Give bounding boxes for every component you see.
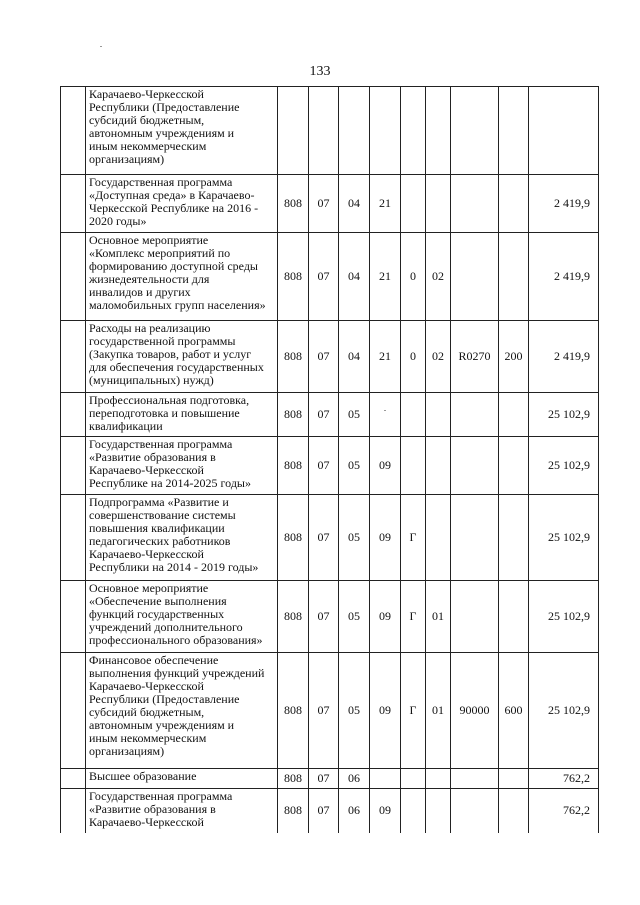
amount: 2 419,9: [529, 321, 599, 393]
subsection-code: 04: [339, 175, 370, 233]
table-row: [61, 581, 599, 653]
row-name: Профессиональная подготовка, переподготовка и повышение квалификации: [86, 393, 278, 437]
expense-type-code: [499, 789, 529, 833]
subsection-code: 06: [339, 769, 370, 789]
direction-code: 02: [426, 321, 451, 393]
table-row: [61, 321, 599, 393]
expense-code: [451, 393, 499, 437]
subsection-code: 05: [339, 581, 370, 653]
subsection-code: 06: [339, 789, 370, 833]
program-code: [370, 87, 401, 175]
row-name: Карачаево-Черкесской Республики (Предоставление субсидий бюджетным, автономным учреждениям и иным некоммерческим организациям): [86, 87, 278, 175]
subprogram-code: [401, 175, 426, 233]
table-row: [61, 437, 599, 495]
row-name: Высшее образование: [86, 769, 278, 789]
expense-code: [451, 87, 499, 175]
expense-type-code: [499, 769, 529, 789]
expense-code: [451, 789, 499, 833]
expense-type-code: [499, 393, 529, 437]
subsection-code: 05: [339, 495, 370, 581]
section-code: 07: [309, 495, 339, 581]
row-blank-cell: [61, 233, 86, 321]
section-code: 07: [309, 789, 339, 833]
expense-type-code: [499, 581, 529, 653]
expense-type-code: [499, 233, 529, 321]
subprogram-code: [401, 437, 426, 495]
section-code: 07: [309, 393, 339, 437]
direction-code: [426, 769, 451, 789]
subsection-code: [339, 87, 370, 175]
amount: 2 419,9: [529, 233, 599, 321]
expense-code: [451, 233, 499, 321]
subprogram-code: [401, 87, 426, 175]
subsection-code: 05: [339, 393, 370, 437]
section-code: [309, 87, 339, 175]
program-code: [370, 393, 401, 437]
direction-code: [426, 495, 451, 581]
ministry-code: 808: [278, 393, 309, 437]
table-row: [61, 233, 599, 321]
row-blank-cell: [61, 581, 86, 653]
direction-code: [426, 87, 451, 175]
row-name: Государственная программа «Развитие образования в Карачаево-Черкесской Республике на 2014-2025 годы»: [86, 437, 278, 495]
scan-speck: [100, 46, 102, 47]
ministry-code: 808: [278, 437, 309, 495]
expense-code: [451, 769, 499, 789]
budget-table: [60, 86, 599, 833]
scan-speck: [384, 410, 386, 411]
section-code: 07: [309, 321, 339, 393]
amount: 762,2: [529, 789, 599, 833]
row-blank-cell: [61, 653, 86, 769]
row-name: Государственная программа «Доступная среда» в Карачаево- Черкесской Республике на 2016 - 2020 годы»: [86, 175, 278, 233]
amount: 25 102,9: [529, 393, 599, 437]
expense-type-code: 600: [499, 653, 529, 769]
amount: 25 102,9: [529, 495, 599, 581]
direction-code: [426, 789, 451, 833]
direction-code: [426, 175, 451, 233]
expense-code: [451, 175, 499, 233]
section-code: 07: [309, 581, 339, 653]
ministry-code: 808: [278, 321, 309, 393]
subprogram-code: Г: [401, 495, 426, 581]
page-number: 133: [309, 64, 331, 79]
table-row: [61, 175, 599, 233]
program-code: 09: [370, 437, 401, 495]
row-name: Подпрограмма «Развитие и совершенствование системы повышения квалификации педагогических работников Карачаево-Черкесской Республики на 2014 - 2019 годы»: [86, 495, 278, 581]
direction-code: 02: [426, 233, 451, 321]
section-code: 07: [309, 769, 339, 789]
program-code: 09: [370, 653, 401, 769]
ministry-code: 808: [278, 653, 309, 769]
amount: 2 419,9: [529, 175, 599, 233]
amount: [529, 87, 599, 175]
subprogram-code: Г: [401, 653, 426, 769]
amount: 25 102,9: [529, 653, 599, 769]
expense-code: [451, 495, 499, 581]
expense-type-code: 200: [499, 321, 529, 393]
row-blank-cell: [61, 437, 86, 495]
subprogram-code: Г: [401, 581, 426, 653]
row-blank-cell: [61, 87, 86, 175]
subsection-code: 04: [339, 233, 370, 321]
expense-type-code: [499, 495, 529, 581]
program-code: 09: [370, 581, 401, 653]
program-code: [370, 769, 401, 789]
subprogram-code: 0: [401, 233, 426, 321]
direction-code: [426, 437, 451, 495]
row-name: Основное мероприятие «Обеспечение выполнения функций государственных учреждений дополнительного профессионального образования»: [86, 581, 278, 653]
subsection-code: 05: [339, 653, 370, 769]
table-row: [61, 789, 599, 833]
ministry-code: 808: [278, 789, 309, 833]
row-blank-cell: [61, 495, 86, 581]
subprogram-code: 0: [401, 321, 426, 393]
subsection-code: 05: [339, 437, 370, 495]
row-name: Расходы на реализацию государственной программы (Закупка товаров, работ и услуг для обеспечения государственных (муниципальных) нужд): [86, 321, 278, 393]
subprogram-code: [401, 393, 426, 437]
expense-type-code: [499, 87, 529, 175]
subprogram-code: [401, 769, 426, 789]
subsection-code: 04: [339, 321, 370, 393]
ministry-code: 808: [278, 175, 309, 233]
expense-type-code: [499, 437, 529, 495]
row-name: Государственная программа «Развитие образования в Карачаево-Черкесской: [86, 789, 278, 833]
ministry-code: 808: [278, 495, 309, 581]
program-code: 21: [370, 321, 401, 393]
program-code: 09: [370, 495, 401, 581]
section-code: 07: [309, 437, 339, 495]
table-row: [61, 495, 599, 581]
table-row: [61, 393, 599, 437]
row-name: Основное мероприятие «Комплекс мероприятий по формированию доступной среды жизнедеятельности для инвалидов и других маломобильных групп населения»: [86, 233, 278, 321]
expense-type-code: [499, 175, 529, 233]
expense-code: 90000: [451, 653, 499, 769]
expense-code: [451, 437, 499, 495]
program-code: 09: [370, 789, 401, 833]
amount: 762,2: [529, 769, 599, 789]
ministry-code: 808: [278, 769, 309, 789]
direction-code: 01: [426, 581, 451, 653]
expense-code: [451, 581, 499, 653]
section-code: 07: [309, 175, 339, 233]
program-code: 21: [370, 233, 401, 321]
row-blank-cell: [61, 175, 86, 233]
ministry-code: 808: [278, 233, 309, 321]
row-blank-cell: [61, 789, 86, 833]
table-row: [61, 653, 599, 769]
table-row: [61, 769, 599, 789]
ministry-code: [278, 87, 309, 175]
expense-code: R0270: [451, 321, 499, 393]
row-name: Финансовое обеспечение выполнения функций учреждений Карачаево-Черкесской Республики (Предоставление субсидий бюджетным, автономным учреждениям и иным некоммерческим организациям): [86, 653, 278, 769]
row-blank-cell: [61, 769, 86, 789]
subprogram-code: [401, 789, 426, 833]
direction-code: [426, 393, 451, 437]
direction-code: 01: [426, 653, 451, 769]
amount: 25 102,9: [529, 581, 599, 653]
ministry-code: 808: [278, 581, 309, 653]
amount: 25 102,9: [529, 437, 599, 495]
section-code: 07: [309, 233, 339, 321]
section-code: 07: [309, 653, 339, 769]
table-row: [61, 87, 599, 175]
row-blank-cell: [61, 393, 86, 437]
row-blank-cell: [61, 321, 86, 393]
program-code: 21: [370, 175, 401, 233]
